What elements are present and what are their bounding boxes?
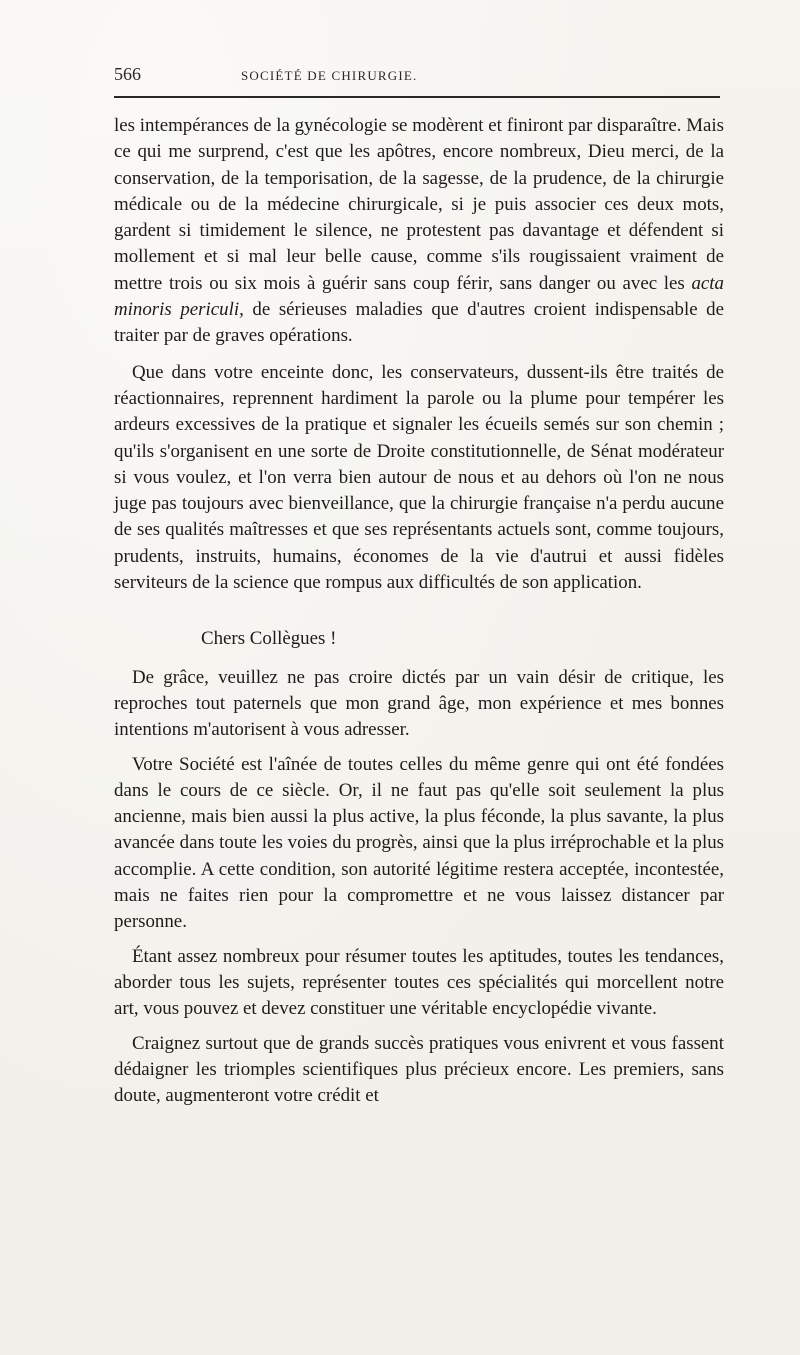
latin-phrase: acta minoris periculi,	[114, 272, 724, 321]
paragraph-1-start: les intempérances de la gynécologie se modèrent et finiront par disparaître. Mais ce qui me surprend, c'est que les apôtres, encore nombreux, Dieu merci, de la conservation, de la temporisation, de la sagesse, de la prudence, de la chirurgie médicale ou de la médecine chirurgicale, si je puis associer ces deux mots, gardent si timidement le silence, ne protestent pas davantage et défendent si mollement et si mal leur belle cause, comme s'ils rougissaient vraiment de mettre trois ou six mois à guérir sans coup férir, sans danger ou avec les	[114, 115, 724, 294]
paragraph-2: Que dans votre enceinte donc, les conservateurs, dussent-ils être traités de réactionnaires, reprennent hardiment la parole ou la plume pour tempérer les ardeurs excessives de la pratique et signaler les écueils semés sur son chemin ; qu'ils s'organisent en une sorte de Droite constitutionnelle, de Sénat modérateur si vous voulez, et l'on verra bien autour de nous et au dehors où l'on ne nous juge pas toujours avec bienveillance, que la chirurgie française n'a perdu aucune de ses qualités maîtresses et que ses représentants actuels sont, comme toujours, prudents, instruits, humains, économes de la vie d'autrui et aussi fidèles serviteurs de la science que rompus aux difficultés de son application.	[114, 361, 724, 594]
header-rule	[114, 96, 720, 98]
page-number: 566	[114, 64, 141, 84]
paragraph-5: Étant assez nombreux pour résumer toutes les aptitudes, toutes les tendances, aborder tous les sujets, représenter toutes ces spécialités qui morcellent notre art, vous pouvez et devez constituer une véritable encyclopédie vivante.	[114, 945, 724, 1020]
paragraph-6: Craignez surtout que de grands succès pratiques vous enivrent et vous fassent dédaigner les triomples scientifiques plus précieux encore. Les premiers, sans doute, augmenteront votre crédit et	[114, 1032, 724, 1107]
paragraph-1-end: de sérieuses maladies que d'autres croient indispensable de traiter par de graves opérations.	[114, 299, 725, 347]
paragraph-3: De grâce, veuillez ne pas croire dictés par un vain désir de critique, les reproches tout paternels que mon grand âge, mon expérience et mes bonnes intentions m'autorisent à vous adresser.	[114, 666, 724, 741]
paragraph-1	[114, 113, 724, 350]
page-header	[114, 64, 720, 88]
paragraph-4: Votre Société est l'aînée de toutes celles du même genre qui ont été fondées dans le cours de ce siècle. Or, il ne faut pas qu'elle soit seulement la plus ancienne, mais bien aussi la plus active, la plus féconde, la plus savante, la plus avancée dans toute les voies du progrès, ainsi que la plus irréprochable et la plus accomplie. A cette condition, son autorité légitime restera acceptée, incontestée, mais ne faites rien pour la compromettre et ne vous laissez distancer par personne.	[114, 753, 724, 933]
running-title: SOCIÉTÉ DE CHIRURGIE.	[241, 68, 418, 83]
body-text	[114, 113, 724, 1109]
salutation-heading: Chers Collègues !	[201, 628, 337, 650]
